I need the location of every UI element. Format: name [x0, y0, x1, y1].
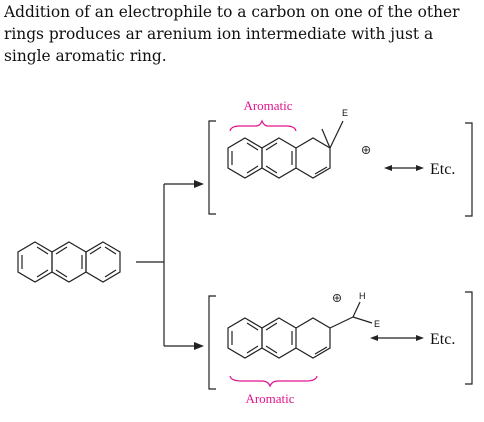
bracket-bottom-left	[209, 296, 216, 389]
aromatic-brace-bottom	[230, 376, 317, 386]
bracket-top-right	[465, 123, 472, 216]
caption-text: Addition of an electrophile to a carbon on one of the other rings produces ar arenium ion intermediate with just a single aromatic ring.	[4, 3, 460, 65]
bracket-bottom-right	[465, 292, 472, 384]
etc-label-bottom: Etc.	[430, 331, 456, 348]
arrow-head-top	[194, 180, 204, 188]
hydrogen-label-bottom: H	[359, 291, 366, 301]
arenium-intermediate-top	[228, 121, 343, 178]
aromatic-label-bottom: Aromatic	[245, 391, 295, 406]
arrow-head-bottom	[194, 342, 204, 350]
electrophile-label-top: E	[342, 108, 349, 118]
aromatic-label-top: Aromatic	[243, 98, 293, 113]
aromatic-brace-top	[230, 121, 296, 131]
anthracene-molecule	[18, 242, 120, 282]
bracket-top-left	[209, 121, 216, 214]
etc-label-top: Etc.	[430, 161, 456, 178]
arenium-intermediate-bottom	[228, 302, 372, 358]
electrophile-label-bottom: E	[374, 319, 381, 329]
branch-arrows	[136, 184, 196, 346]
